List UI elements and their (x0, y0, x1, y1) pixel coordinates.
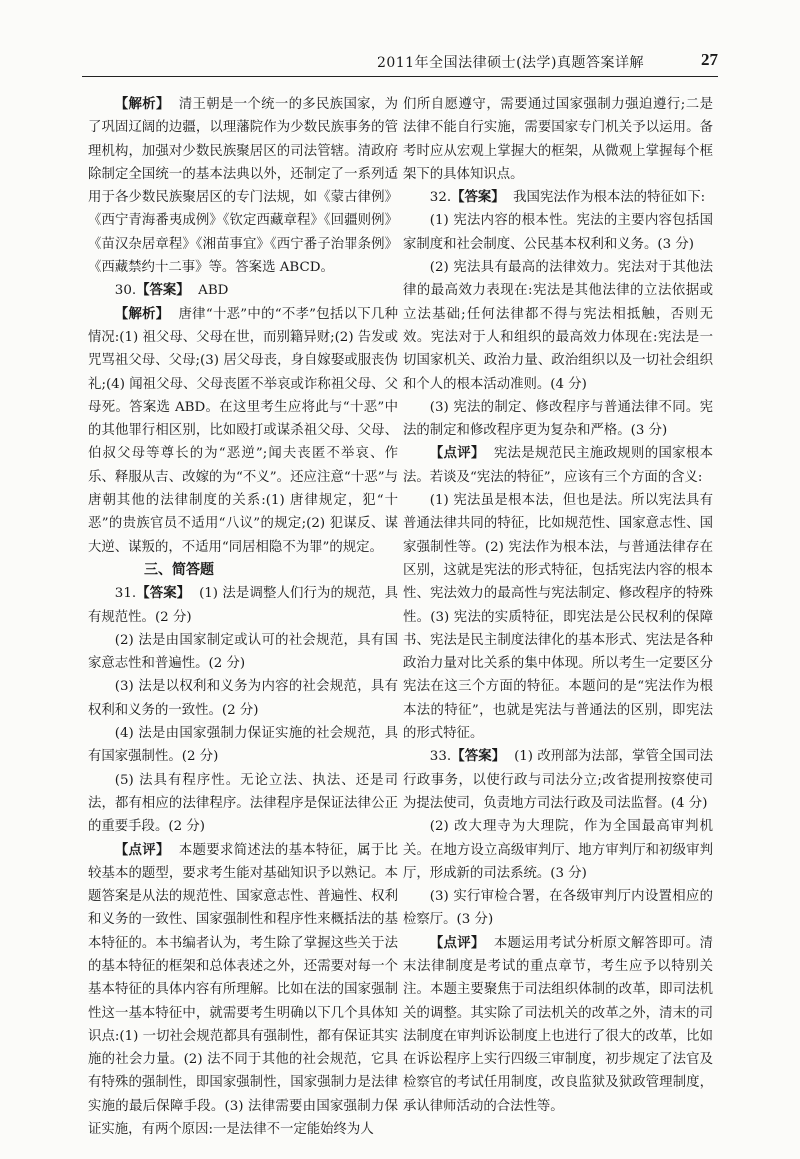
paragraph (88, 839, 398, 1142)
right-column (403, 93, 713, 1118)
question-answer (88, 279, 398, 302)
analysis-text: 唐律“十恶”中的“不孝”包括以下几种情况:(1) 祖父母、父母在世，而别籍异财;(2) 告发或咒骂祖父母、父母;(3) 居父母丧，身自嫁娶或服丧伪礼;(4) 闻祖父母、父母丧匿不举哀或诈称祖父母、父母死。答案选 ABD。在这里考生应将此与“十恶”中的其他罪行相区别，比如殴打或谋杀祖父母、父母、伯叔父母等尊长的为“恶逆”;闻夫丧匿不举哀、作乐、释服从吉、改嫁的为“不义”。还应注意“十恶”与唐朝其他的法律制度的关系:(1) 唐律规定，犯“十恶”的贵族官员不适用“八议”的规定;(2) 犯谋反、谋大逆、谋叛的，不适用“同居相隐不为罪”的规定。 (88, 306, 398, 555)
comment-text: 宪法是规范民主施政规则的国家根本法。若谈及“宪法的特征”，应该有三个方面的含义: (403, 446, 714, 485)
comment-label: 【点评】 (114, 842, 170, 858)
answer-label: 【答案】 (136, 586, 191, 602)
question-number: 30. (114, 283, 137, 299)
paragraph: (5) 法具有程序性。无论立法、执法、还是司法，都有相应的法律程序。法律程序是保证法律公正的重要手段。(2 分) (88, 772, 398, 835)
question-number: 31. (114, 586, 137, 602)
paragraph: (3) 宪法的制定、修改程序与普通法律不同。宪法的制定和修改程序更为复杂和严格。(3 分) (403, 399, 713, 439)
comment-text: 本题要求简述法的基本特征，属于比较基本的题型，要求考生能对基础知识予以熟记。本题答案是从法的规范性、国家意志性、普遍性、权利和义务的一致性、国家强制性和程序性来概括法的基本特征的。本书编者认为，考生除了掌握这些关于法的基本特征的框架和总体表述之外，还需要对每一个基本特征的具体内容有所理解。比如在法的国家强制性这一基本特征中，就需要考生明确以下几个具体知识点:(1) 一切社会规范都具有强制性，都有保证其实施的社会力量。(2) 法不同于其他的社会规范，它具有特殊的强制性，即国家强制性，国家强制力是法律实施的最后保障手段。(3) 法律需要由国家强制力保证实施，有两个原因:一是法律不一定能始终为人 (88, 842, 399, 1138)
answer-label: 【答案】 (136, 283, 190, 299)
paragraph (88, 303, 398, 559)
answer-text: ABD (198, 283, 229, 299)
paragraph: (3) 法是以权利和义务为内容的社会规范，具有权利和义务的一致性。(2 分) (88, 679, 398, 718)
paragraph (403, 442, 713, 489)
question-answer (403, 186, 713, 209)
paragraph: (3) 实行审检合署，在各级审判厅内设置相应的检察厅。(3 分) (403, 889, 713, 928)
comment-label: 【点评】 (429, 935, 485, 951)
page-header (82, 50, 718, 77)
paragraph (88, 93, 398, 279)
answer-text: 我国宪法作为根本法的特征如下: (513, 190, 706, 206)
paragraph: (2) 改大理寺为大理院，作为全国最高审判机关。在地方设立高级审判厅、地方审判厅和初级审判厅，形成新的司法系统。(3 分) (403, 819, 713, 881)
answer-text: (1) 法是调整人们行为的规范，具有规范性。(2 分) (88, 586, 398, 625)
paragraph: (2) 宪法具有最高的法律效力。宪法对于其他法律的最高效力表现在:宪法是其他法律的立法依据或立法基础;任何法律都不得与宪法相抵触，否则无效。宪法对于人和组织的最高效力体现在:宪法是一切国家机关、政治力量、政治组织以及一切社会组织和个人的根本活动准则。(4 分) (403, 260, 713, 392)
paragraph (403, 932, 713, 1118)
question-number: 32. (429, 190, 452, 206)
analysis-label: 【解析】 (114, 97, 170, 112)
section-heading: 三、简答题 (144, 561, 214, 578)
left-column (88, 93, 398, 1141)
paragraph: (1) 宪法内容的根本性。宪法的主要内容包括国家制度和社会制度、公民基本权利和义务。(3 分) (403, 213, 713, 252)
paragraph: (2) 法是由国家制定或认可的社会规范，具有国家意志性和普遍性。(2 分) (88, 632, 398, 672)
answer-text: (1) 改刑部为法部，掌管全国司法行政事务，以使行政与司法分立;改省提刑按察使司为提法使司，负责地方司法行政及司法监督。(4 分) (403, 749, 713, 811)
question-number: 33. (429, 749, 452, 765)
header-title: 2011年全国法律硕士(法学)真题答案详解 (376, 55, 644, 71)
analysis-label: 【解析】 (114, 306, 170, 322)
question-answer (88, 582, 398, 629)
comment-text: 本题运用考试分析原文解答即可。清末法律制度是考试的重点章节，考生应予以特别关注。本题主要聚焦于司法组织体制的改革，即司法机关的调整。其实除了司法机关的改革之外，清末的司法制度在审判诉讼制度上也进行了很大的改革，比如在诉讼程序上实行四级三审制度，初步规定了法官及检察官的考试任用制度，改良监狱及狱政管理制度，承认律师活动的合法性等。 (403, 935, 714, 1114)
paragraph: 们所自愿遵守，需要通过国家强制力强迫遵行;二是法律不能自行实施，需要国家专门机关予以运用。备考时应从宏观上掌握大的框架，从微观上掌握每个框架下的具体知识点。 (403, 97, 713, 182)
question-answer (403, 745, 713, 815)
page-number: 27 (701, 50, 718, 69)
answer-label: 【答案】 (451, 749, 506, 765)
paragraph: (1) 宪法虽是根本法，但也是法。所以宪法具有普通法律共同的特征，比如规范性、国家意志性、国家强制性等。(2) 宪法作为根本法，与普通法律存在区别，这就是宪法的形式特征，包括宪法内容的根本性、宪法效力的最高性与宪法制定、修改程序的特殊性。(3) 宪法的实质特征，即宪法是公民权利的保障书、宪法是民主制度法律化的基本形式、宪法是各种政治力量对比关系的集中体现。所以考生一定要区分宪法在这三个方面的特征。本题问的是“宪法作为根本法的特征”，也就是宪法与普通法的区别，即宪法的形式特征。 (403, 493, 713, 742)
analysis-text: 清王朝是一个统一的多民族国家，为了巩固辽阔的边疆，以理藩院作为少数民族事务的管理机构，加强对少数民族聚居区的司法管辖。清政府除制定全国统一的基本法典以外，还制定了一系列适用于各少数民族聚居区的专门法规，如《蒙古律例》《西宁青海番夷成例》《钦定西藏章程》《回疆则例》《苗汉杂居章程》《湘苗事宜》《西宁番子治罪条例》《西藏禁约十二事》等。答案选 ABCD。 (88, 97, 399, 276)
comment-label: 【点评】 (429, 446, 485, 462)
answer-label: 【答案】 (451, 190, 505, 206)
paragraph: (4) 法是由国家强制力保证实施的社会规范，具有国家强制性。(2 分) (88, 726, 398, 765)
